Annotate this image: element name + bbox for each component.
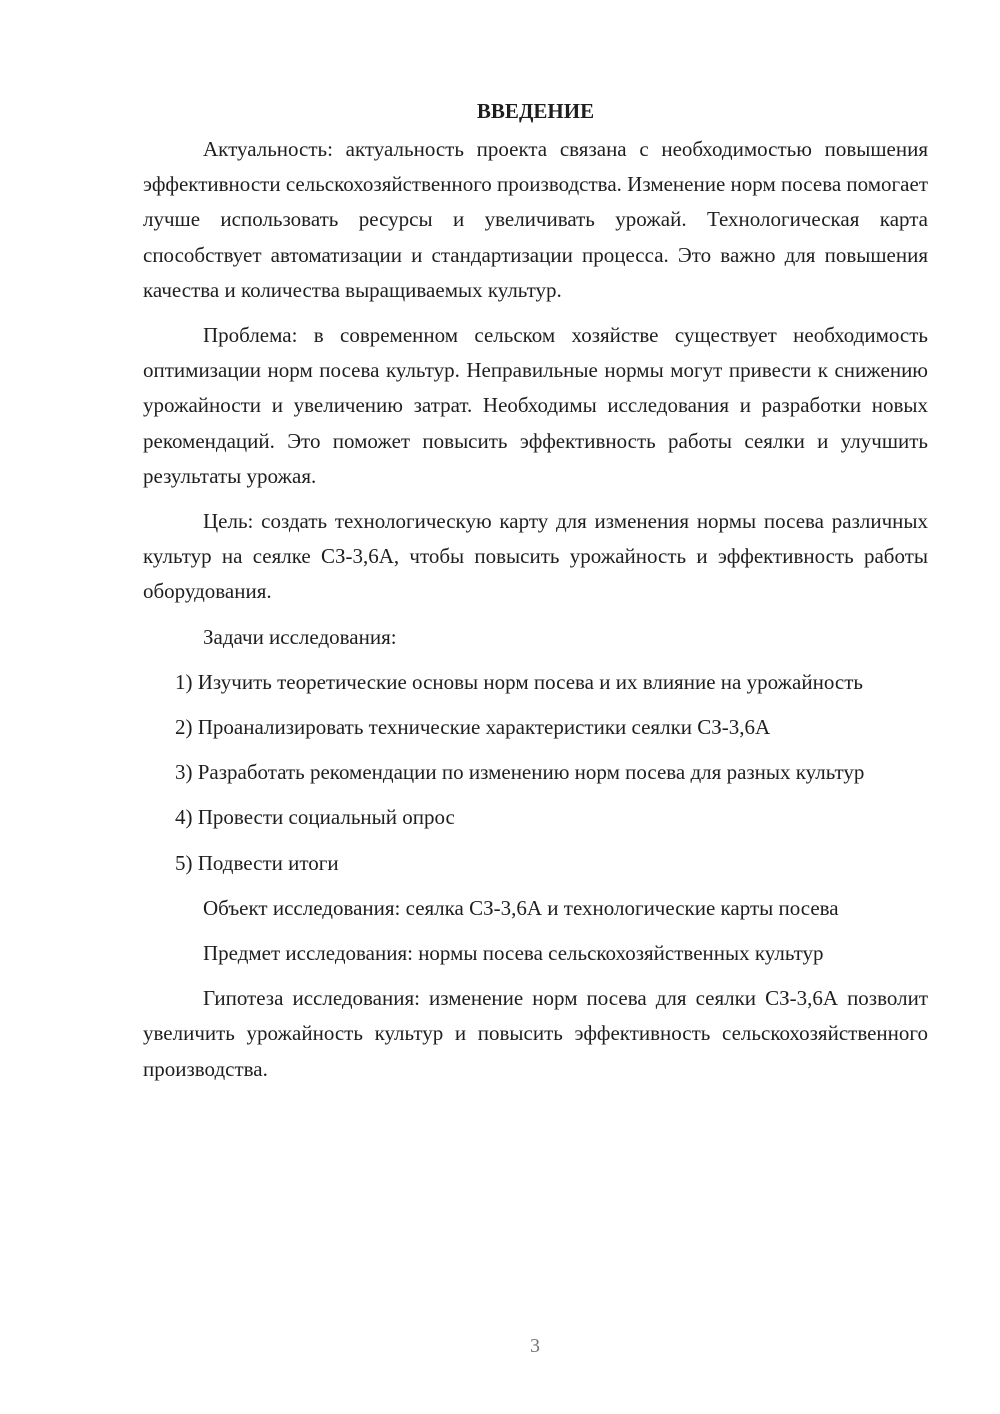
paragraph-hypothesis: Гипотеза исследования: изменение норм посева для сеялки СЗ-3,6А позволит увеличить урожайность культур и повысить эффективность сельскохозяйственного производства. [143,986,928,1081]
paragraph-object: Объект исследования: сеялка СЗ-3,6А и технологические карты посева [203,895,839,920]
paragraph-problem: Проблема: в современном сельском хозяйстве существует необходимость оптимизации норм посева культур. Неправильные нормы могут привести к снижению урожайности и увеличению затрат. Необходимы исследования и разработки новых рекомендаций. Это поможет повысить эффективность работы сеялки и улучшить результаты урожая. [143,323,928,488]
paragraph-subject: Предмет исследования: нормы посева сельскохозяйственных культур [203,941,824,966]
paragraph-relevance: Актуальность: актуальность проекта связана с необходимостью повышения эффективности сельскохозяйственного производства. Изменение норм посева помогает лучше использовать ресурсы и увеличивать урожай. Технологическая карта способствует автоматизации и стандартизации процесса. Это важно для повышения качества и количества выращиваемых культур. [143,137,928,302]
task-item-5: 5) Подвести итоги [175,850,339,875]
page-content [143,94,928,1097]
section-title: ВВЕДЕНИЕ [476,99,595,123]
paragraph-goal: Цель: создать технологическую карту для изменения нормы посева различных культур на сеялке СЗ-3,6А, чтобы повысить урожайность и эффективность работы оборудования. [143,509,928,604]
task-item-3: 3) Разработать рекомендации по изменению норм посева для разных культур [175,760,865,785]
task-item-1: 1) Изучить теоретические основы норм посева и их влияние на урожайность [175,669,863,694]
task-item-4: 4) Провести социальный опрос [175,805,455,830]
task-item-2: 2) Проанализировать технические характеристики сеялки СЗ-3,6А [175,715,771,740]
page-number: 3 [530,1335,540,1357]
paragraph-tasks-heading: Задачи исследования: [203,624,397,649]
